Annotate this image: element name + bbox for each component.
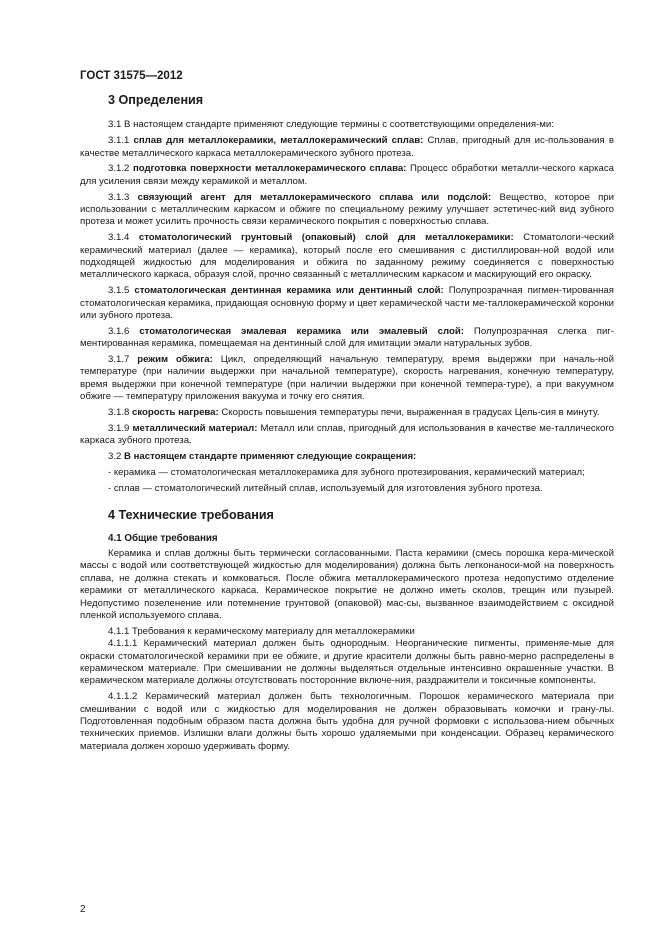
definition-item: 3.1.2 подготовка поверхности металлокерамического сплава: Процесс обработки металли-ческого каркаса для усиления связи между керамикой и металлом. xyxy=(80,163,614,187)
definition-item: 3.1.7 режим обжига: Цикл, определяющий начальную температуру, время выдержки при началь-ной температуре (при наличии выдержки при начальной температуре), скорость нагревания, конечную температуру, время выдержки при конечной температуре (при наличии выдержки при конечной темпера-туре), а при вакуумном обжиге — температуру приложения вакуума и точку его снятия. xyxy=(80,354,615,403)
definition-item: 3.1.1 сплав для металлокерамики, металлокерамический сплав: Сплав, пригодный для ис-пользования в качестве металлического каркаса металлокерамического зубного протеза. xyxy=(80,135,614,159)
paragraph: 4.1.1.2 Керамический материал должен быть технологичным. Порошок керамического материала при смешивании с водой или с жидкостью для моделирования не должен образовывать комочки и грану-лы. Подготовленная подобным образом паста должна быть удобна для ручной формовки с использова-нием обычных технических приемов. Излишки влаги должны быть хорошо удаляемыми при конденсации. Образец керамического материала должен хорошо удерживать форму. xyxy=(80,691,614,752)
paragraph: Керамика и сплав должны быть термически согласованными. Паста керамики (смесь порошка кера-мической массы с водой или соответствующей жидкостью для моделирования) должна быть легконаноси-мой на поверхность сплава, не должна стекать и комковаться. После обжига металлокерамического протеза недопустимо отделение керамики от металлического каркаса. Керамическое покрытие не должно иметь сколов, трещин или пузырей. Недопустимо позеленение или потемнение грунтовой (опаковой) мас-сы, вызванное взаимодействием с оксидной пленкой используемого сплава. xyxy=(80,547,614,621)
paragraph: 4.1.1 Требования к керамическому материалу для металлокерамики xyxy=(108,625,415,637)
definition-intro: 3.1 В настоящем стандарте применяют следующие термины с соответствующими определения-ми: xyxy=(108,119,554,131)
abbreviation-item: - керамика — стоматологическая металлокерамика для зубного протезирования, керамический материал; xyxy=(108,466,585,478)
definition-item: 3.1.3 связующий агент для металлокерамического сплава или подслой: Вещество, которое при использовании с металлическим каркасом и обжиге по специальному режиму улучшает эстетичес-кий вид зубного протеза и может усилить прочность связи керамического покрытия с поверхностью сплава. xyxy=(80,191,614,228)
page-number: 2 xyxy=(80,904,86,915)
abbreviation-item: - сплав — стоматологический литейный сплав, используемый для изготовления зубного протеза. xyxy=(108,482,543,494)
document-header: ГОСТ 31575—2012 xyxy=(80,70,183,82)
section-3-title: 3 Определения xyxy=(108,93,204,107)
paragraph: 4.1.1.1 Керамический материал должен быть однородным. Неорганические пигменты, применяе-мые для окраски стоматологической керамики при ее обжиге, и другие красители должны быть равно-мерно распределены в керамическом материале. При смешивании не должны выделяться отдельные интенсивно окрашенные участки. В керамическом материале должны отсутствовать посторонние включе-ния, раздражители и токсичные компоненты. xyxy=(80,638,614,687)
section-4-title: 4 Технические требования xyxy=(108,508,274,523)
subsection-title: 4.1 Общие требования xyxy=(108,533,218,545)
definitions-list xyxy=(80,135,614,447)
definition-item: 3.1.9 металлический материал: Металл или сплав, пригодный для использования в качестве ме-таллического каркаса зубного протеза. xyxy=(80,422,614,447)
definition-item: 3.1.6 стоматологическая эмалевая керамика или эмалевый слой: Полупрозрачная слегка пиг-ментированная керамика, помещаемая на дентинный слой для имитации эмали натуральных зубов. xyxy=(80,325,614,350)
definition-item: 3.1.4 стоматологический грунтовый (опаковый) слой для металлокерамики: Стоматологи-ческий керамический материал (далее — керамика), который после его смешивания с дистиллирован-ной водой или подходящей жидкостью для моделирования и обжига по заданному режиму соединяется с поверхностью металлического каркаса, образуя слой, прочно связанный с металлическим каркасом и маскирующий его окраску. xyxy=(80,232,615,281)
page-content xyxy=(80,94,614,757)
abbreviations-intro: 3.2 В настоящем стандарте применяют следующие сокращения: xyxy=(108,451,417,463)
definition-item: 3.1.5 стоматологическая дентинная керамика или дентинный слой: Полупрозрачная пигмен-тированная стоматологическая керамика, придающая основную форму и цвет керамической части ме-таллокерамической коронки или зубного протеза. xyxy=(80,285,614,322)
definition-item: 3.1.8 скорость нагрева: Скорость повышения температуры печи, выраженная в градусах Цель-сия в минуту. xyxy=(108,407,600,419)
